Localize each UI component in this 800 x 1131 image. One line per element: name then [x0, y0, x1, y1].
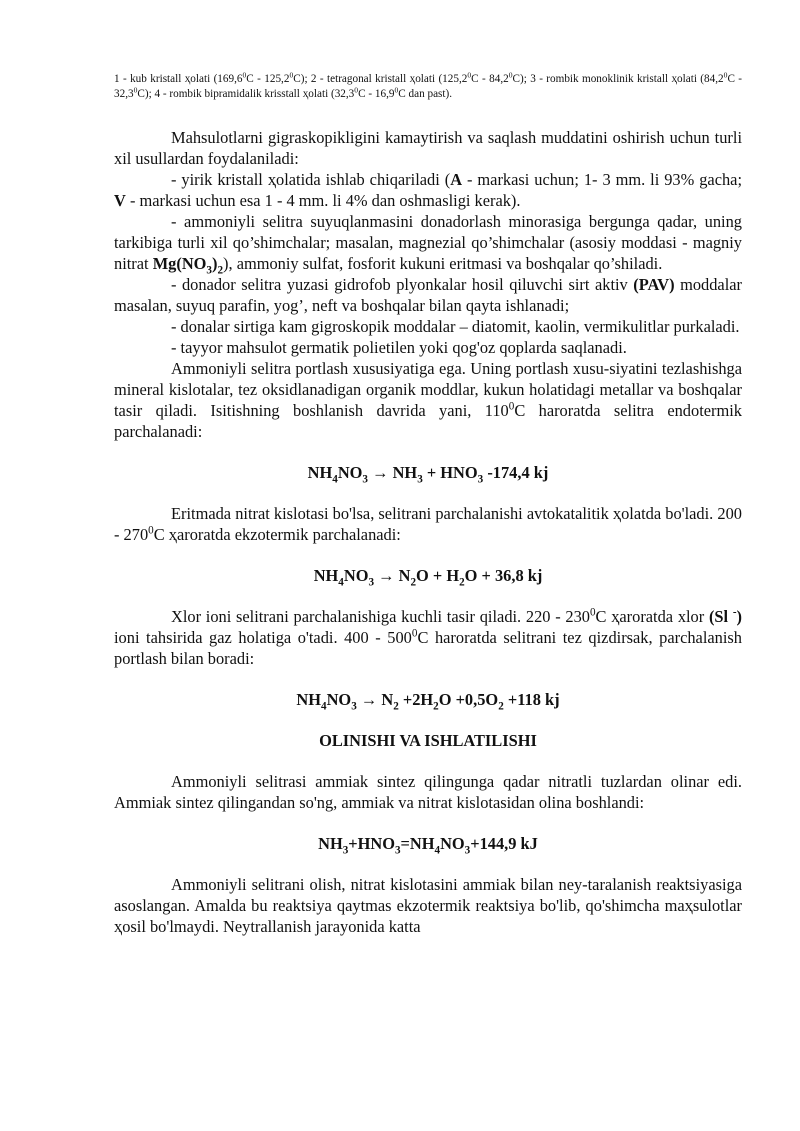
- list-item-surfactant: - donador selitra yuzasi gidrofob plyonkalar hosil qiluvchi sirt aktiv (PAV) moddalar masalan, suyuq parafin, yog’, neft va boshqalar bilan qayta ishlanadi;: [114, 275, 742, 315]
- equation-endothermic: $NH_4NO_3 \to NH_3 + HNO_3$ -174,4 kj: [307, 463, 549, 486]
- paragraph-intro: Mahsulotlarni gigraskopikligini kamaytirish va saqlash muddatini oshirish uchun turli xil usullardan foydalaniladi:: [114, 128, 742, 168]
- paragraph-chlorine: Xlor ioni selitrani parchalanishiga kuchli tasir qiladi. $220 - 230^0C$ ҳaroratda xlor (Sl -) ioni tahsirida gaz holatiga o'tadi. $400 - 500^0C$ haroratda selitrani tez qizdirsak, parchalanish portlash bilan boradi:: [114, 606, 742, 668]
- paragraph-history: Ammoniyli selitrasi ammiak sintez qilingunga qadar nitratli tuzlardan olinar edi. Ammiak sintez qilingandan so'ng, ammiak va nitrat kislotasidan olina boshlandi:: [114, 772, 742, 812]
- equation-exothermic: $NH_4NO_3 \to N_2O + H_2O + 36,8$ kj: [313, 566, 543, 589]
- list-item-coating: - donalar sirtiga kam gigroskopik moddalar – diatomit, kaolin, vermikulitlar purkaladi.: [171, 317, 740, 336]
- section-heading: OLINISHI VA ISHLATILISHI: [319, 731, 537, 750]
- paragraph-explosive: Ammoniyli selitra portlash xususiyatiga ega. Uning portlash xusu-siyatini tezlashishga mineral kislotalar, tez oksidlanadigan organik moddlar, kukun holatidagi metallar va boshqalar tasir qiladi. Isitishning boshlanish davrida yani, $110^0C$ haroratda selitra endotermik parchalanadi:: [114, 359, 742, 441]
- list-item-crystal-size: - yirik kristall ҳolatida ishlab chiqariladi (A - markasi uchun; 1- 3 mm. li 93% gacha; V - markasi uchun esa 1 - 4 mm. li 4% dan oshmasligi kerak).: [114, 170, 743, 210]
- list-item-packaging: - tayyor mahsulot germatik polietilen yoki qog'oz qoplarda saqlanadi.: [171, 338, 627, 357]
- figure-caption: 1 - kub kristall ҳolati (169,6$^0$C - 125,2$^0$C); 2 - tetragonal kristall ҳolati (125,2$^0$C - 84,2$^0$C); 3 - rombik monoklinik kristall ҳolati (84,2$^0$C - 32,3$^0$C); 4 - rombik bipramidalik krisstall ҳolati (32,3$^0$C - 16,9$^0$C dan past).: [114, 70, 743, 100]
- paragraph-production: Ammoniyli selitrani olish, nitrat kislotasini ammiak bilan ney-taralanish reaktsiyasiga asoslangan. Amalda bu reaktsiya qaytmas ekzotermik reaktsiya bo'lib, qo'shimcha maҳsulotlar ҳosil bo'lmaydi. Neytrallanish jarayonida katta: [114, 875, 742, 936]
- equation-explosion: $NH_4NO_3 \to N_2 +2H_2O +0,5O_2 +118$ kj: [296, 690, 560, 713]
- list-item-additives: - ammoniyli selitra suyuqlanmasini donadorlash minorasiga bergunga qadar, uning tarkibiga turli xil qo’shimchalar; masalan, magnezial qo’shimchalar (asosiy moddasi - magniy nitrat $Mg(NO_3)_2$), ammoniy sulfat, fosforit kukuni eritmasi va boshqalar qo’shiladi.: [114, 212, 742, 277]
- paragraph-autocatalytic: Eritmada nitrat kislotasi bo'lsa, selitrani parchalanishi avtokatalitik ҳolatda bo'ladi. $200 - 270^0C$ ҳaroratda ekzotermik parchalanadi:: [114, 504, 742, 544]
- equation-synthesis: $NH_3+HNO_3=NH_4NO_3+144,9$ kJ: [318, 834, 538, 857]
- document-page: [114, 72, 742, 937]
